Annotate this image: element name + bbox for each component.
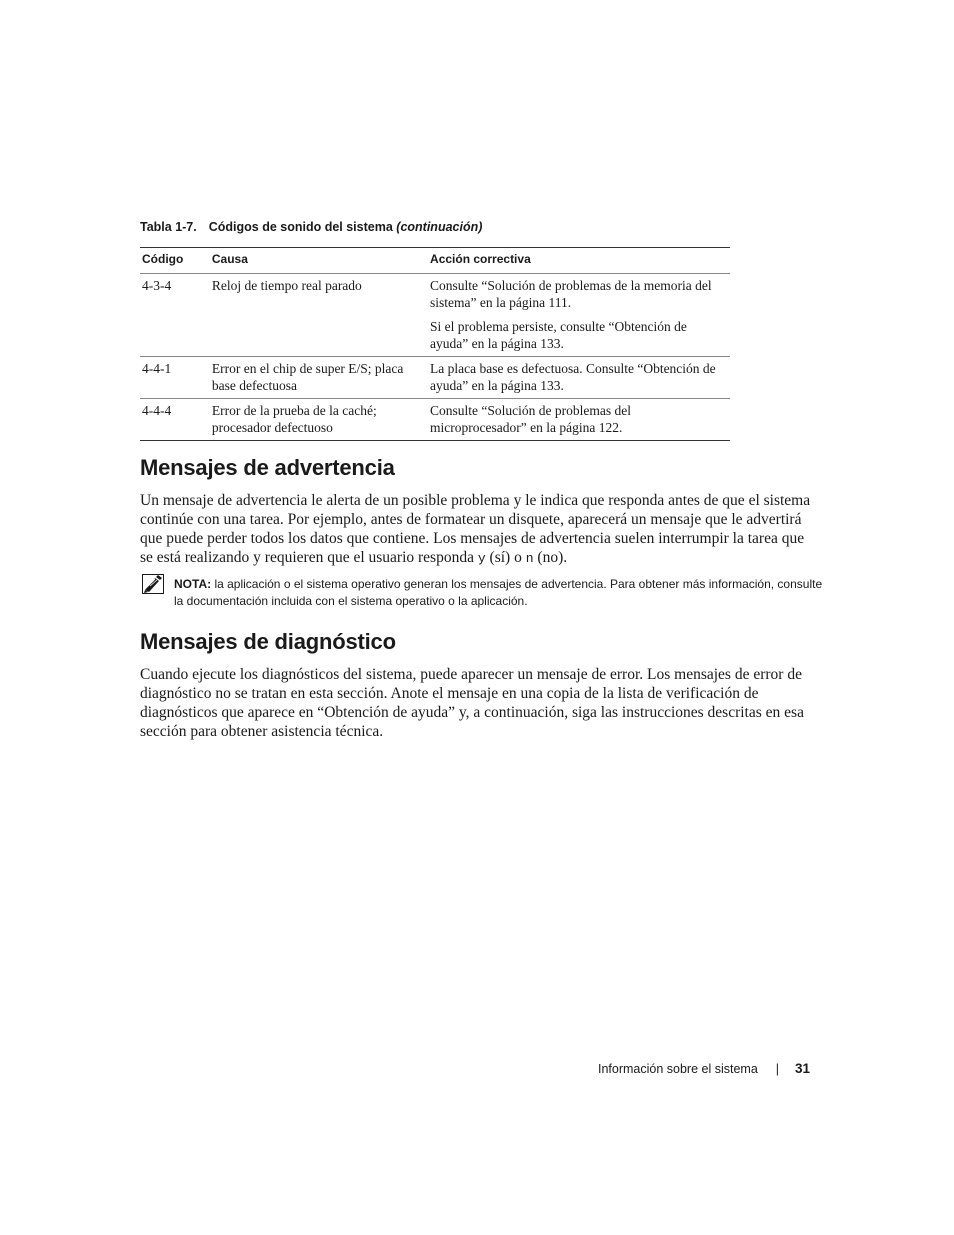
key-yes: y (477, 551, 486, 566)
table-caption-label: Tabla 1-7. (140, 220, 197, 234)
advertencia-text-after: (no). (533, 549, 568, 566)
table-caption-title: Códigos de sonido del sistema (208, 220, 393, 234)
action-cell (428, 273, 730, 356)
table-caption-continued: (continuación) (396, 220, 483, 234)
table-row (140, 398, 730, 440)
advertencia-text-mid: (sí) o (485, 549, 526, 566)
action-cell (428, 398, 730, 440)
code-cell: 4-4-4 (140, 398, 210, 440)
diagnostico-paragraph: Cuando ejecute los diagnósticos del sistema, puede aparecer un mensaje de error. Los mensajes de error de diagnóstico no se tratan en esta sección. Anote el mensaje en una copia de la lista de verificación de diagnósticos que aparece en “Obtención de ayuda” y, a continuación, siga las instrucciones descritas en esa sección para obtener asistencia técnica. (140, 666, 804, 740)
cause-cell: Reloj de tiempo real parado (210, 273, 428, 356)
note-label: NOTA: (174, 577, 212, 591)
advertencia-text-before: Un mensaje de advertencia le alerta de un posible problema y le indica que responda antes de que el sistema continúe con una tarea. Por ejemplo, antes de formatear un disquete, aparecerá un mensaje que le advertirá que puede perder todos los datos que contiene. Los mensajes de advertencia suelen interrumpir la tarea que se está realizando y requieren que el usuario responda (140, 492, 811, 566)
section-heading-diagnostico: Mensajes de diagnóstico (140, 629, 396, 654)
action-text: Si el problema persiste, consulte “Obtención de ayuda” en la página 133. (430, 318, 687, 351)
footer-section-title: Información sobre el sistema (598, 1062, 758, 1076)
table-caption (140, 220, 482, 234)
beep-codes-table (140, 247, 730, 441)
action-text: Consulte “Solución de problemas de la memoria del sistema” en la página 111. (430, 277, 712, 310)
pencil-note-icon (142, 574, 164, 594)
key-no: n (525, 551, 534, 566)
column-header-code: Código (140, 248, 210, 274)
note-body: la aplicación o el sistema operativo generan los mensajes de advertencia. Para obtener más información, consulte la documentación incluida con el sistema operativo o la aplicación. (174, 577, 823, 608)
action-text: Consulte “Solución de problemas del microprocesador” en la página 122. (430, 402, 631, 435)
action-cell (428, 356, 730, 398)
section-heading-advertencia: Mensajes de advertencia (140, 455, 395, 480)
cause-cell: Error en el chip de super E/S; placa base defectuosa (210, 356, 428, 398)
advertencia-paragraph (140, 491, 816, 568)
action-text: La placa base es defectuosa. Consulte “Obtención de ayuda” en la página 133. (430, 360, 716, 393)
code-cell: 4-4-1 (140, 356, 210, 398)
table-row (140, 273, 730, 356)
cause-cell: Error de la prueba de la caché; procesador defectuoso (210, 398, 428, 440)
footer-separator: | (775, 1062, 780, 1076)
column-header-cause: Causa (210, 248, 428, 274)
table-row (140, 356, 730, 398)
page-number: 31 (795, 1061, 811, 1076)
code-cell: 4-3-4 (140, 273, 210, 356)
table-header-row (140, 248, 730, 274)
page-footer (598, 1061, 810, 1076)
column-header-action: Acción correctiva (428, 248, 730, 274)
note-text (174, 576, 824, 610)
